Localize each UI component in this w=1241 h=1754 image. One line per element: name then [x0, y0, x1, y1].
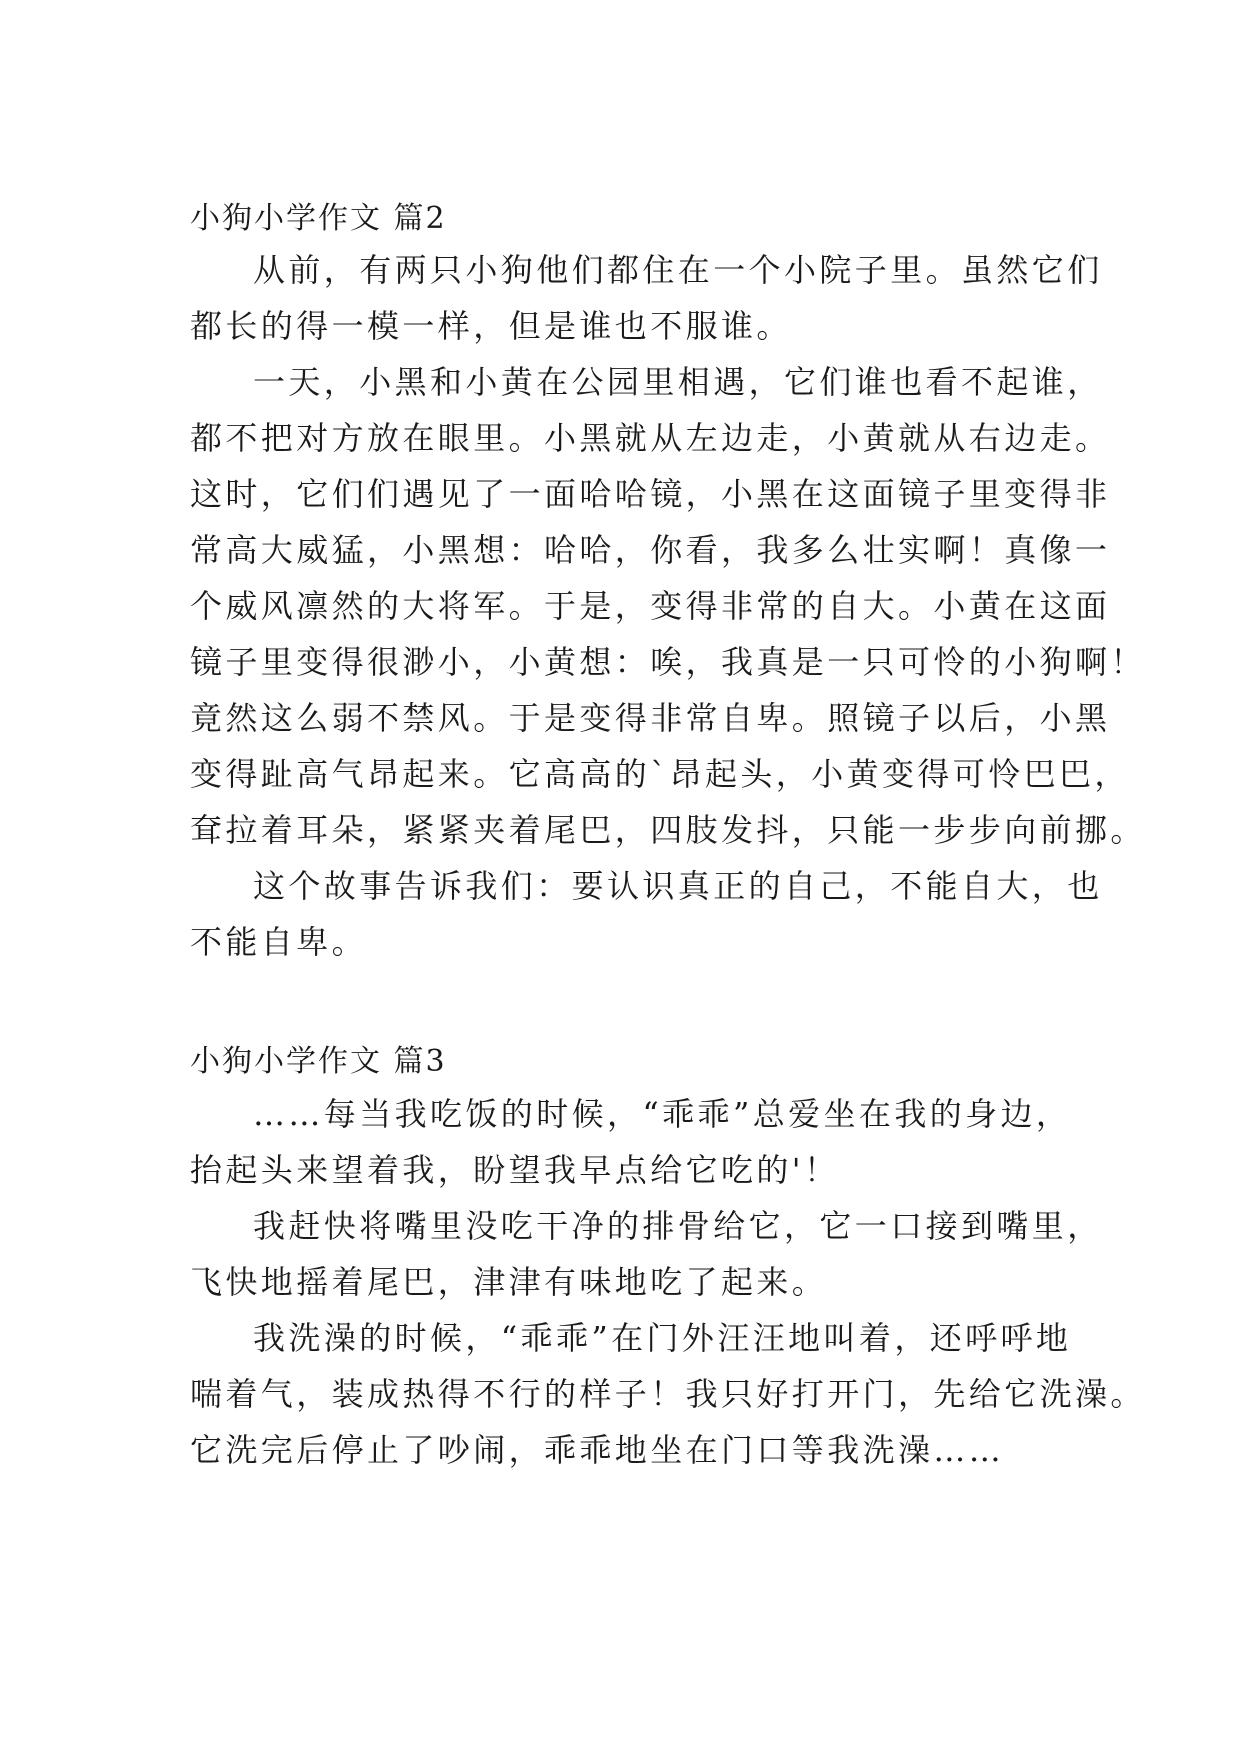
- paragraph-line: 镜子里变得很渺小，小黄想：唉，我真是一只可怜的小狗啊！: [190, 643, 1146, 681]
- paragraph-line: 个威风凛然的大将军。于是，变得非常的自大。小黄在这面: [190, 587, 1111, 625]
- paragraph-line: 都长的得一模一样，但是谁也不服谁。: [190, 307, 792, 345]
- paragraph-line: 它洗完后停止了吵闹，乖乖地坐在门口等我洗澡……: [190, 1431, 1005, 1469]
- section-title: 小狗小学作文 篇3: [190, 1044, 447, 1079]
- paragraph-line: 不能自卑。: [190, 923, 368, 961]
- paragraph-line: 我洗澡的时候，“乖乖”在门外汪汪地叫着，还呼呼地: [253, 1319, 1072, 1357]
- paragraph-line: 都不把对方放在眼里。小黑就从左边走，小黄就从右边走。: [190, 419, 1111, 457]
- paragraph-line: 飞快地摇着尾巴，津津有味地吃了起来。: [190, 1263, 828, 1301]
- paragraph-line: 喘着气，装成热得不行的样子！我只好打开门，先给它洗澡。: [190, 1375, 1146, 1413]
- paragraph-line: 我赶快将嘴里没吃干净的排骨给它，它一口接到嘴里，: [253, 1207, 1103, 1245]
- paragraph-line: 从前，有两只小狗他们都住在一个小院子里。虽然它们: [253, 251, 1103, 289]
- section-title: 小狗小学作文 篇2: [190, 201, 447, 236]
- paragraph-line: 这个故事告诉我们：要认识真正的自己，不能自大，也: [253, 867, 1103, 905]
- paragraph-line: 这时，它们们遇见了一面哈哈镜，小黑在这面镜子里变得非: [190, 475, 1111, 513]
- paragraph-line: 竟然这么弱不禁风。于是变得非常自卑。照镜子以后，小黑: [190, 699, 1111, 737]
- paragraph-line: 抬起头来望着我，盼望我早点给它吃的'！: [190, 1151, 840, 1189]
- paragraph-line: 一天，小黑和小黄在公园里相遇，它们谁也看不起谁，: [253, 363, 1103, 401]
- paragraph-line: 常高大威猛，小黑想：哈哈，你看，我多么壮实啊！真像一: [190, 531, 1111, 569]
- paragraph-line: 变得趾高气昂起来。它高高的`昂起头，小黄变得可怜巴巴，: [190, 755, 1130, 793]
- paragraph-line: 耷拉着耳朵，紧紧夹着尾巴，四肢发抖，只能一步步向前挪。: [190, 811, 1146, 849]
- paragraph-line: ……每当我吃饭的时候，“乖乖”总爱坐在我的身边，: [253, 1095, 1072, 1133]
